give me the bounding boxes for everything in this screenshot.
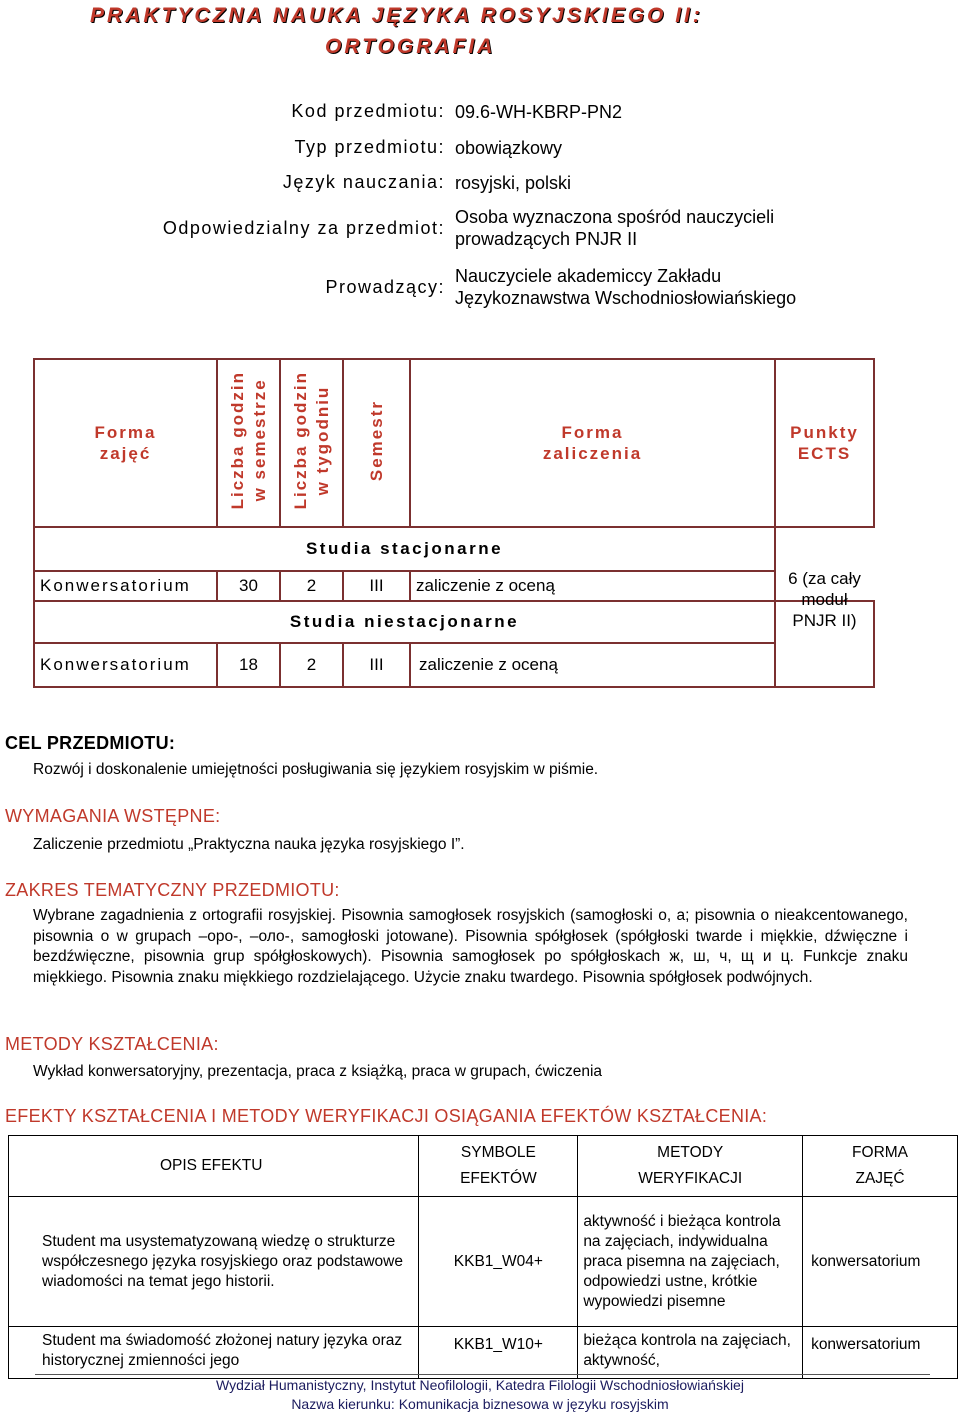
effect-2-opis: Student ma świadomość złożonej natury języka oraz historycznej zmienności jego — [9, 1327, 419, 1379]
row2-forma: Konwersatorium — [34, 643, 217, 687]
row1-forma: Konwersatorium — [34, 571, 217, 601]
zakres-heading: ZAKRES TEMATYCZNY PRZEDMIOTU: — [5, 880, 340, 900]
effect-1-symbol: KKB1_W04+ — [419, 1197, 578, 1327]
type-value: obowiązkowy — [455, 138, 563, 158]
header-text: Punkty — [790, 423, 859, 442]
metody-text: Wykład konwersatoryjny, prezentacja, praca z książką, praca w grupach, ćwiczenia — [33, 1063, 603, 1080]
title-line-1: PRAKTYCZNA NAUKA JĘZYKA ROSYJSKIEGO II: — [90, 4, 703, 27]
effects-header-row — [9, 1136, 958, 1197]
language-label: Język nauczania: — [282, 172, 445, 192]
section-stacjonarne: Studia stacjonarne — [34, 527, 775, 571]
language-value: rosyjski, polski — [455, 173, 572, 193]
section-row-stacjonarne — [34, 527, 874, 571]
header-forma — [803, 1136, 958, 1197]
header-text: SYMBOLE — [460, 1144, 536, 1161]
ects-line: 6 (za cały — [788, 569, 861, 588]
effect-2-metody: bieżąca kontrola na zajęciach, aktywność, — [578, 1327, 803, 1379]
row1-semester: III — [343, 571, 410, 601]
lecturer-line-1: Nauczyciele akademiccy Zakładu — [455, 266, 722, 286]
table-row — [9, 1327, 958, 1379]
responsible-value — [455, 206, 774, 250]
header-text: WERYFIKACJI — [638, 1170, 743, 1187]
header-text: w semestrze — [249, 378, 269, 503]
header-text: zaliczenia — [542, 444, 643, 463]
ects-line: moduł — [801, 590, 848, 609]
header-text: Forma — [94, 423, 157, 442]
ects-line: PNJR II) — [792, 611, 857, 630]
ects-text — [776, 568, 873, 631]
title-line-2: ORTOGRAFIA — [325, 35, 496, 58]
effect-1-metody: aktywność i bieżąca kontrola na zajęciach, indywidualna praca pisemna na zajęciach, odpowiedzi ustne, krótkie wypowiedzi pisemne — [578, 1197, 803, 1327]
header-text: FORMA — [852, 1144, 909, 1161]
effect-2-forma: konwersatorium — [803, 1327, 958, 1379]
header-metody — [578, 1136, 803, 1197]
course-table — [33, 358, 875, 688]
row1-zaliczenie: zaliczenie z oceną — [410, 571, 775, 601]
effects-table — [8, 1135, 958, 1379]
zakres-text: Wybrane zagadnienia z ortografii rosyjskiej. Pisownia samogłosek rosyjskich (samogłoski o, a; pisownia o nieakcentowanego, pisownia o w grupach –оро-, –оло-, samogłoski jotowane). Pisownia spółgłosek (spółgłoski twarde i miękkie, dźwięczne i bezdźwięczne, pisownia grup spółgłoskowych). Pisownia samogłosek po spółgłoskach ж, ш, ч, щ и ц. Funkcje znaku miękkiego. Pisownia znaku miękkiego rozdzielającego. Użycie znaku twardego. Pisownia spółgłosek podwójnych. — [33, 907, 908, 986]
header-text: Liczba godzin — [290, 371, 310, 510]
table-row — [34, 571, 874, 601]
footer — [0, 1376, 960, 1414]
row1-week: 2 — [280, 571, 343, 601]
footer-line-2: Nazwa kierunku: Komunikacja biznesowa w języku rosyjskim — [291, 1396, 669, 1412]
lecturer-value — [455, 265, 796, 309]
effect-2-symbol: KKB1_W10+ — [419, 1327, 578, 1379]
header-semester — [343, 359, 410, 527]
table-row — [34, 643, 874, 687]
header-forma-zajec — [34, 359, 217, 527]
section-row-niestacjonarne — [34, 601, 874, 643]
footer-divider — [35, 1374, 930, 1375]
header-text: zajęć — [99, 444, 152, 463]
header-hours-semester — [217, 359, 280, 527]
row1-hours: 30 — [217, 571, 280, 601]
header-text: EFEKTÓW — [460, 1170, 537, 1187]
row2-semester: III — [343, 643, 410, 687]
row2-hours: 18 — [217, 643, 280, 687]
effect-1-forma: konwersatorium — [803, 1197, 958, 1327]
ects-value — [775, 569, 874, 687]
responsible-line-1: Osoba wyznaczona spośród nauczycieli — [455, 207, 775, 227]
header-text: Liczba godzin — [227, 371, 247, 510]
header-hours-week — [280, 359, 343, 527]
header-symbole — [419, 1136, 578, 1197]
header-text: w tygodniu — [312, 385, 332, 496]
cel-heading: CEL PRZEDMIOTU: — [5, 733, 176, 753]
section-niestacjonarne: Studia niestacjonarne — [34, 601, 775, 643]
code-value: 09.6-WH-KBRP-PN2 — [455, 102, 623, 122]
effect-1-opis: Student ma usystematyzowaną wiedzę o strukturze współczesnego języka rosyjskiego oraz podstawowe wiadomości na temat jego historii. — [9, 1197, 419, 1327]
wymagania-heading: WYMAGANIA WSTĘPNE: — [5, 806, 221, 826]
header-text: METODY — [657, 1144, 724, 1161]
row2-week: 2 — [280, 643, 343, 687]
lecturer-label: Prowadzący: — [325, 277, 445, 297]
code-label: Kod przedmiotu: — [291, 101, 445, 121]
document-title — [90, 0, 870, 62]
header-forma-zaliczenia — [410, 359, 775, 527]
header-ects — [775, 359, 874, 527]
metody-heading: METODY KSZTAŁCENIA: — [5, 1034, 219, 1054]
header-text: ZAJĘĆ — [855, 1170, 905, 1187]
row2-zaliczenie: zaliczenie z oceną — [410, 643, 775, 687]
header-opis: OPIS EFEKTU — [9, 1136, 419, 1197]
table-row — [9, 1197, 958, 1327]
table-header-row — [34, 359, 874, 527]
header-text: Semestr — [366, 399, 386, 482]
header-text: Forma — [561, 423, 624, 442]
footer-line-1: Wydział Humanistyczny, Instytut Neofilologii, Katedra Filologii Wschodniosłowiańskiej — [216, 1377, 744, 1393]
responsible-line-2: prowadzących PNJR II — [455, 229, 638, 249]
header-text: ECTS — [797, 444, 852, 463]
efekty-heading: EFEKTY KSZTAŁCENIA I METODY WERYFIKACJI OSIĄGANIA EFEKTÓW KSZTAŁCENIA: — [5, 1106, 768, 1126]
wymagania-text: Zaliczenie przedmiotu „Praktyczna nauka języka rosyjskiego I”. — [33, 836, 465, 853]
responsible-label: Odpowiedzialny za przedmiot: — [162, 218, 445, 238]
type-label: Typ przedmiotu: — [294, 137, 445, 157]
lecturer-line-2: Językoznawstwa Wschodniosłowiańskiego — [455, 288, 797, 308]
cel-text: Rozwój i doskonalenie umiejętności posługiwania się językiem rosyjskim w piśmie. — [33, 761, 599, 778]
